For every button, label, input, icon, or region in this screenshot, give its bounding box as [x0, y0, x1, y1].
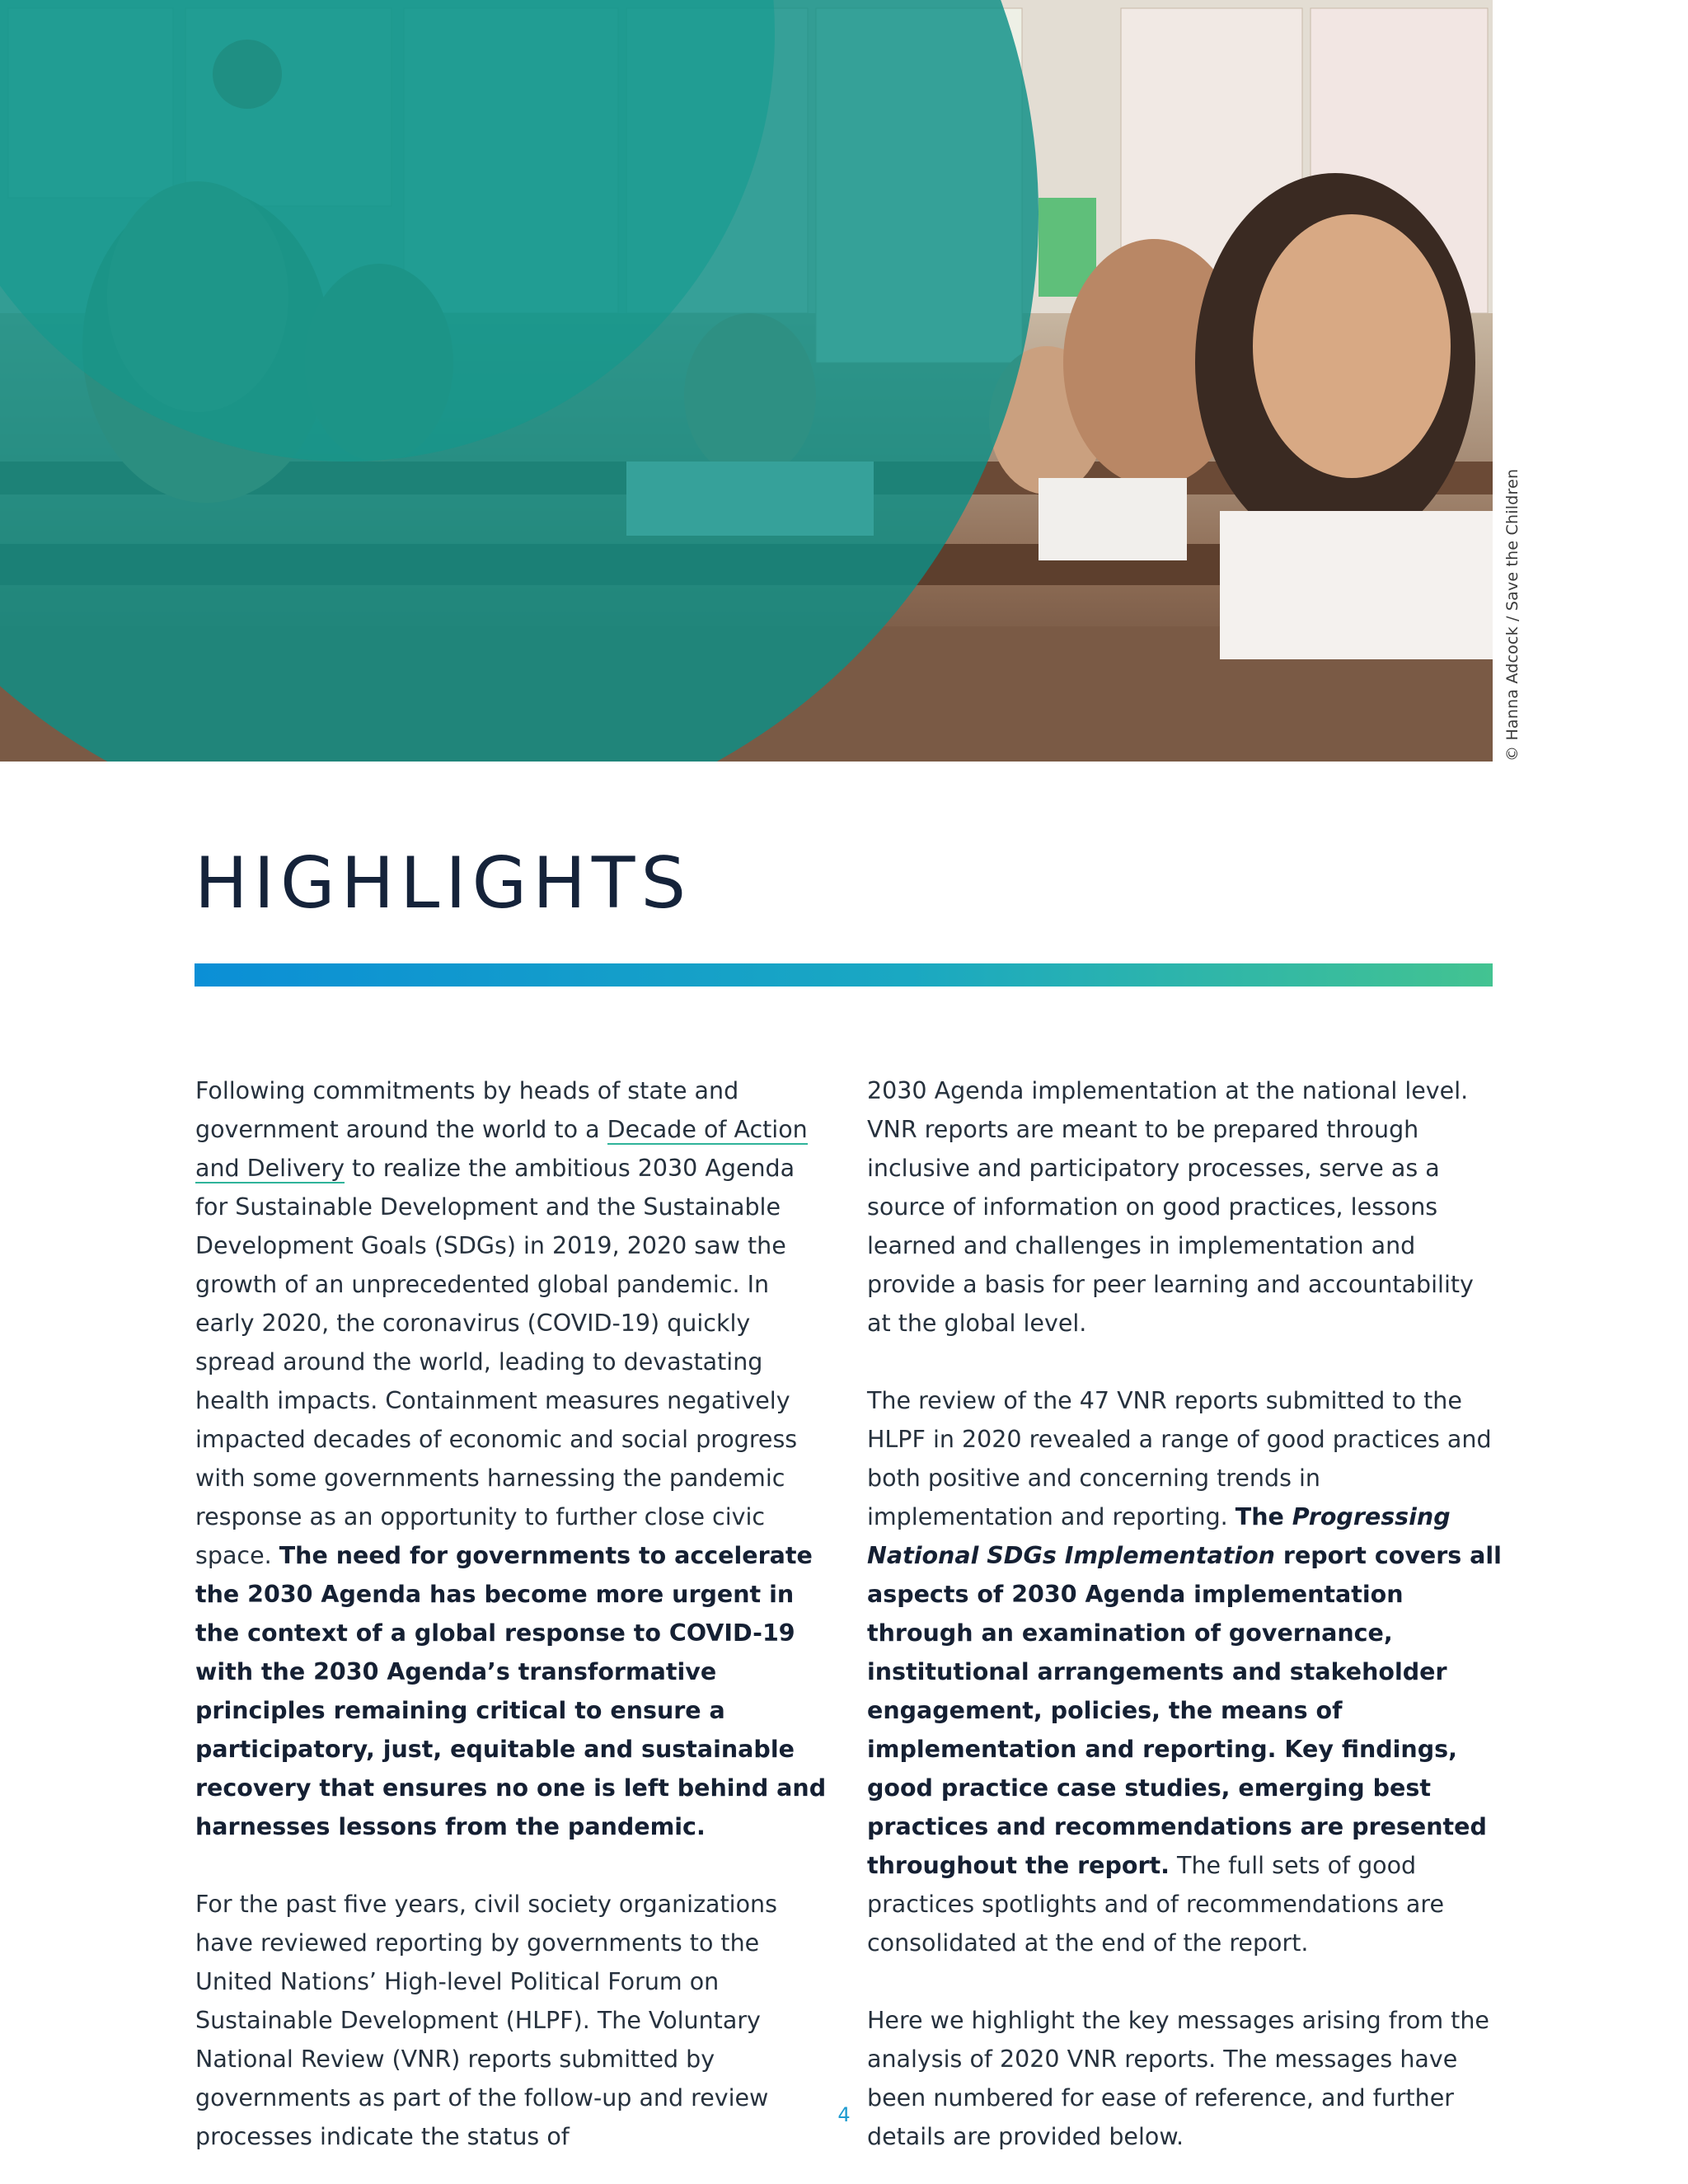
decade-of-action-link[interactable]: Decade of Action and Delivery	[195, 1116, 808, 1182]
left-column	[195, 1071, 830, 2156]
page-number: 4	[837, 2103, 851, 2126]
paragraph	[195, 1071, 830, 1846]
paragraph: 2030 Agenda implementation at the national level. VNR reports are meant to be prepared through inclusive and participatory processes, serve as a source of information on good practices, lessons learned and challenges in implementation and provide a basis for peer learning and accountability at the global level.	[867, 1077, 1474, 1337]
paragraph-text: to realize the ambitious 2030 Agenda for Sustainable Development and the Sustainable Development Goals (SDGs) in 2019, 2020 saw the growth of an unprecedented global pandemic. In early 2020, the coronavirus (COVID-19) quickly spread around the world, leading to devastating health impacts. Containment measures negatively impacted decades of economic and social progress with some governments harnessing the pandemic response as an opportunity to further close civic space.	[195, 1155, 798, 1569]
bold-lead: The	[1235, 1503, 1292, 1530]
paragraph-text: Following commitments by heads of state and government around the world to a	[195, 1077, 739, 1143]
paragraph-text: The review of the 47 VNR reports submitted to the HLPF in 2020 revealed a range of good practices and both positive and concerning trends in implementation and reporting.	[867, 1387, 1492, 1530]
hero-photo	[0, 0, 1493, 762]
classroom-illustration	[0, 0, 1493, 762]
photo-credit: © Hanna Adcock / Save the Children	[1503, 468, 1522, 762]
accent-gradient-bar	[195, 963, 1493, 987]
paragraph: Here we highlight the key messages arising from the analysis of 2020 VNR reports. The messages have been numbered for ease of reference, and further details are provided below.	[867, 2007, 1489, 2150]
report-title: Progressing National SDGs Implementation	[867, 1503, 1451, 1569]
paragraph-text: The full sets of good practices spotlights and of recommendations are consolidated at the end of the report.	[867, 1852, 1444, 1957]
right-column	[867, 1071, 1502, 2156]
paragraph: For the past five years, civil society organizations have reviewed reporting by governments to the United Nations’ High-level Political Forum on Sustainable Development (HLPF). The Voluntary National Review (VNR) reports submitted by governments as part of the follow-up and review processes indicate the status of	[195, 1891, 777, 2150]
page-title: HIGHLIGHTS	[195, 842, 692, 925]
bold-statement: report covers all aspects of 2030 Agenda implementation through an examination of governance, institutional arrangements and stakeholder engagement, policies, the means of implementation and reporting. Key findings, good practice case studies, emerging best practices and recommendations are presented throughout the report.	[867, 1542, 1502, 1879]
bold-statement: The need for governments to accelerate the 2030 Agenda has become more urgent in the context of a global response to COVID-19 with the 2030 Agenda’s transformative principles remaining critical to ensure a participatory, just, equitable and sustainable recovery that ensures no one is left behind and harnesses lessons from the pandemic.	[195, 1542, 827, 1840]
paragraph	[867, 1381, 1502, 1962]
